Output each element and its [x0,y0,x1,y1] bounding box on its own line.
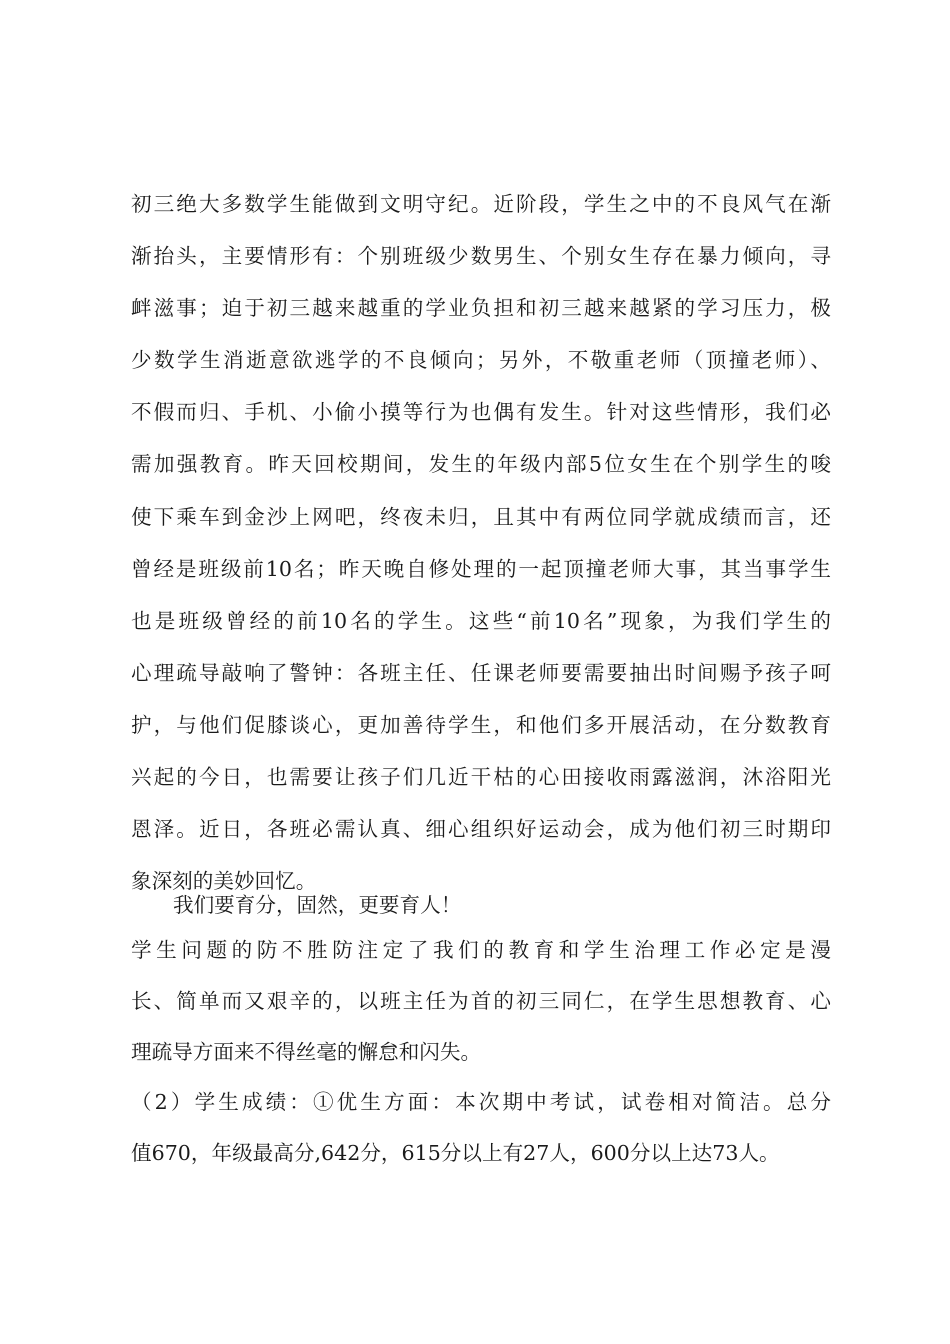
text-line: 少数学生消逝意欲逃学的不良倾向；另外，不敬重老师（顶撞老师）、 [131,348,831,373]
text-line: 恩泽。近日，各班必需认真、细心组织好运动会，成为他们初三时期印 [131,817,831,842]
text-line: 衅滋事；迫于初三越来越重的学业负担和初三越来越紧的学习压力，极 [131,296,831,321]
text-line: 兴起的今日，也需要让孩子们几近干枯的心田接收雨露滋润，沐浴阳光 [131,765,831,790]
text-line: 理疏导方面来不得丝毫的懈怠和闪失。 [131,1040,482,1064]
text-line: 心理疏导敲响了警钟：各班主任、任课老师要需要抽出时间赐予孩子呵 [131,660,831,685]
text-line: 护，与他们促膝谈心，更加善待学生，和他们多开展活动，在分数教育 [131,712,831,737]
text-line: 渐抬头，主要情形有：个别班级少数男生、个别女生存在暴力倾向，寻 [131,244,831,269]
text-line: （2）学生成绩：①优生方面：本次期中考试，试卷相对简洁。总分 [131,1090,831,1114]
paragraph-student-issues [131,925,831,1078]
text-line: 不假而归、手机、小偷小摸等行为也偶有发生。针对这些情形，我们必 [131,400,831,425]
text-line: 使下乘车到金沙上网吧，终夜未归，且其中有两位同学就成绩而言，还 [131,504,831,529]
text-line: 象深刻的美妙回忆。 [131,869,317,894]
text-line: 曾经是班级前10名；昨天晚自修处理的一起顶撞老师大事，其当事学生 [131,556,831,581]
text-line: 值670，年级最高分,642分，615分以上有27人，600分以上达73人。 [131,1141,780,1165]
text-line: 初三绝大多数学生能做到文明守纪。近阶段，学生之中的不良风气在渐 [131,192,831,216]
paragraph-motto: 我们要育分，固然，更要育人！ [173,893,462,917]
text-line: 长、简单而又艰辛的，以班主任为首的初三同仁，在学生思想教育、心 [131,989,831,1013]
text-line: 需加强教育。昨天回校期间，发生的年级内部5位女生在个别学生的唆 [131,452,831,477]
text-line: 学生问题的防不胜防注定了我们的教育和学生治理工作必定是漫 [131,938,831,962]
text-line: 也是班级曾经的前10名的学生。这些“前10名”现象，为我们学生的 [131,608,831,633]
paragraph-discipline [131,178,831,907]
paragraph-student-scores [131,1077,831,1179]
